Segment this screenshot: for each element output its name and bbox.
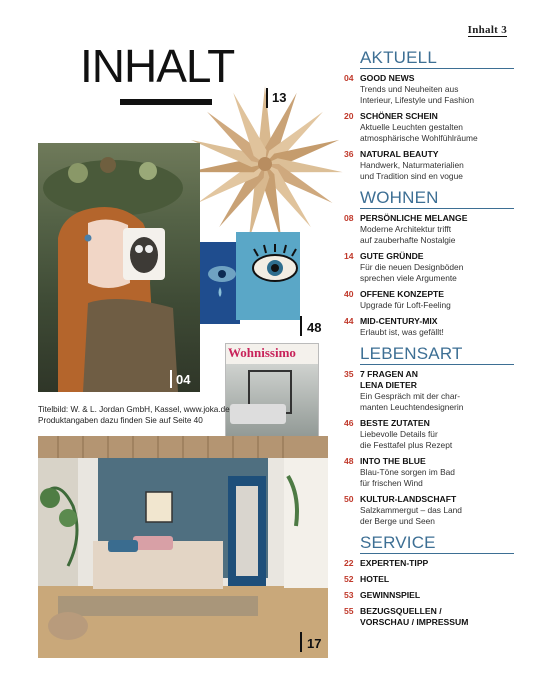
entry-page-number: 40: [344, 289, 354, 299]
toc-entry[interactable]: [344, 558, 514, 569]
toc-entry[interactable]: [344, 149, 514, 182]
entry-page-number: 36: [344, 149, 354, 159]
entry-page-number: 50: [344, 494, 354, 504]
section-title: SERVICE: [360, 533, 514, 554]
entry-heading: PERSÖNLICHE MELANGE: [360, 213, 468, 223]
toc-entry[interactable]: [344, 316, 514, 338]
entry-heading: HOTEL: [360, 574, 390, 584]
entry-heading: KULTUR-LANDSCHAFT: [360, 494, 457, 504]
entry-heading: MID-CENTURY-MIX: [360, 316, 438, 326]
page-number-divider: [300, 316, 302, 336]
entry-heading: SCHÖNER SCHEIN: [360, 111, 438, 121]
caption-line: Produktangaben dazu finden Sie auf Seite 40: [38, 416, 203, 425]
entry-page-number: 04: [344, 73, 354, 83]
entry-heading: EXPERTEN-TIPP: [360, 558, 429, 568]
entry-page-number: 46: [344, 418, 354, 428]
entry-heading: OFFENE KONZEPTE: [360, 289, 445, 299]
star-lamp-image: [180, 82, 350, 252]
page-number-star: 13: [272, 90, 287, 105]
entry-page-number: 08: [344, 213, 354, 223]
entry-description: Upgrade für Loft-Feeling: [360, 300, 451, 310]
cover-caption: [38, 404, 230, 426]
page-number-eyes: 48: [307, 320, 322, 335]
entry-description: auf zauberhafte Nostalgie: [360, 235, 456, 245]
entry-page-number: 53: [344, 590, 354, 600]
entry-heading: LENA DIETER: [360, 380, 417, 390]
entry-description: atmosphärische Wohlfühlräume: [360, 133, 478, 143]
entry-heading: BESTE ZUTATEN: [360, 418, 430, 428]
entry-heading: INTO THE BLUE: [360, 456, 426, 466]
page-number-divider: [266, 88, 268, 108]
entry-description: manten Leuchtendesignerin: [360, 402, 464, 412]
eye-tiles-image: [200, 232, 300, 326]
section-title: LEBENSART: [360, 344, 514, 365]
toc-entry[interactable]: [344, 369, 514, 413]
entry-description: Für die neuen Designböden: [360, 262, 464, 272]
entry-heading: 7 FRAGEN AN: [360, 369, 418, 379]
entry-page-number: 52: [344, 574, 354, 584]
toc-entry[interactable]: [344, 574, 514, 585]
entry-description: Erlaubt ist, was gefällt!: [360, 327, 444, 337]
entry-heading: GOOD NEWS: [360, 73, 415, 83]
entry-page-number: 35: [344, 369, 354, 379]
portrait-photo: [38, 143, 200, 392]
toc-entry[interactable]: [344, 606, 514, 628]
toc-entry[interactable]: [344, 494, 514, 527]
page-number-portrait: 04: [176, 372, 191, 387]
entry-heading: VORSCHAU / IMPRESSUM: [360, 617, 469, 627]
entry-heading: NATURAL BEAUTY: [360, 149, 439, 159]
entry-page-number: 48: [344, 456, 354, 466]
toc-entry[interactable]: [344, 418, 514, 451]
entry-description: der Berge und Seen: [360, 516, 435, 526]
page-header: Inhalt 3: [467, 24, 507, 36]
toc-entry[interactable]: [344, 111, 514, 144]
section-title: WOHNEN: [360, 188, 514, 209]
entry-heading: GEWINNSPIEL: [360, 590, 421, 600]
toc-entry[interactable]: [344, 590, 514, 601]
entry-description: Blau-Töne sorgen im Bad: [360, 467, 455, 477]
entry-description: Moderne Architektur trifft: [360, 224, 452, 234]
entry-description: Aktuelle Leuchten gestalten: [360, 122, 463, 132]
entry-heading: BEZUGSQUELLEN /: [360, 606, 442, 616]
caption-line: Titelbild: W. & L. Jordan GmbH, Kassel, www.joka.de: [38, 405, 230, 414]
page-number-bedroom: 17: [307, 636, 322, 651]
magazine-name: Wohnissimo: [228, 345, 296, 360]
entry-description: und Tradition sind en vogue: [360, 171, 463, 181]
section-title: AKTUELL: [360, 48, 514, 69]
entry-description: Handwerk, Naturmaterialien: [360, 160, 464, 170]
entry-page-number: 55: [344, 606, 354, 616]
bedroom-photo: [38, 436, 328, 658]
entry-description: die Festtafel plus Rezept: [360, 440, 453, 450]
entry-heading: GUTE GRÜNDE: [360, 251, 424, 261]
toc-entry[interactable]: [344, 213, 514, 246]
page-number-divider: [300, 632, 302, 652]
entry-description: Liebevolle Details für: [360, 429, 438, 439]
entry-page-number: 44: [344, 316, 354, 326]
entry-page-number: 20: [344, 111, 354, 121]
table-of-contents: [344, 48, 514, 633]
toc-entry[interactable]: [344, 73, 514, 106]
entry-description: sprechen viele Argumente: [360, 273, 457, 283]
entry-page-number: 14: [344, 251, 354, 261]
page-number-divider: [170, 370, 172, 388]
entry-description: Ein Gespräch mit der char-: [360, 391, 461, 401]
toc-entry[interactable]: [344, 251, 514, 284]
entry-description: Interieur, Lifestyle und Fashion: [360, 95, 475, 105]
entry-description: Trends und Neuheiten aus: [360, 84, 459, 94]
toc-entry[interactable]: [344, 289, 514, 311]
toc-entry[interactable]: [344, 456, 514, 489]
entry-description: Salzkammergut – das Land: [360, 505, 462, 515]
entry-page-number: 22: [344, 558, 354, 568]
page-title: INHALT: [80, 40, 235, 92]
entry-description: für frischen Wind: [360, 478, 423, 488]
